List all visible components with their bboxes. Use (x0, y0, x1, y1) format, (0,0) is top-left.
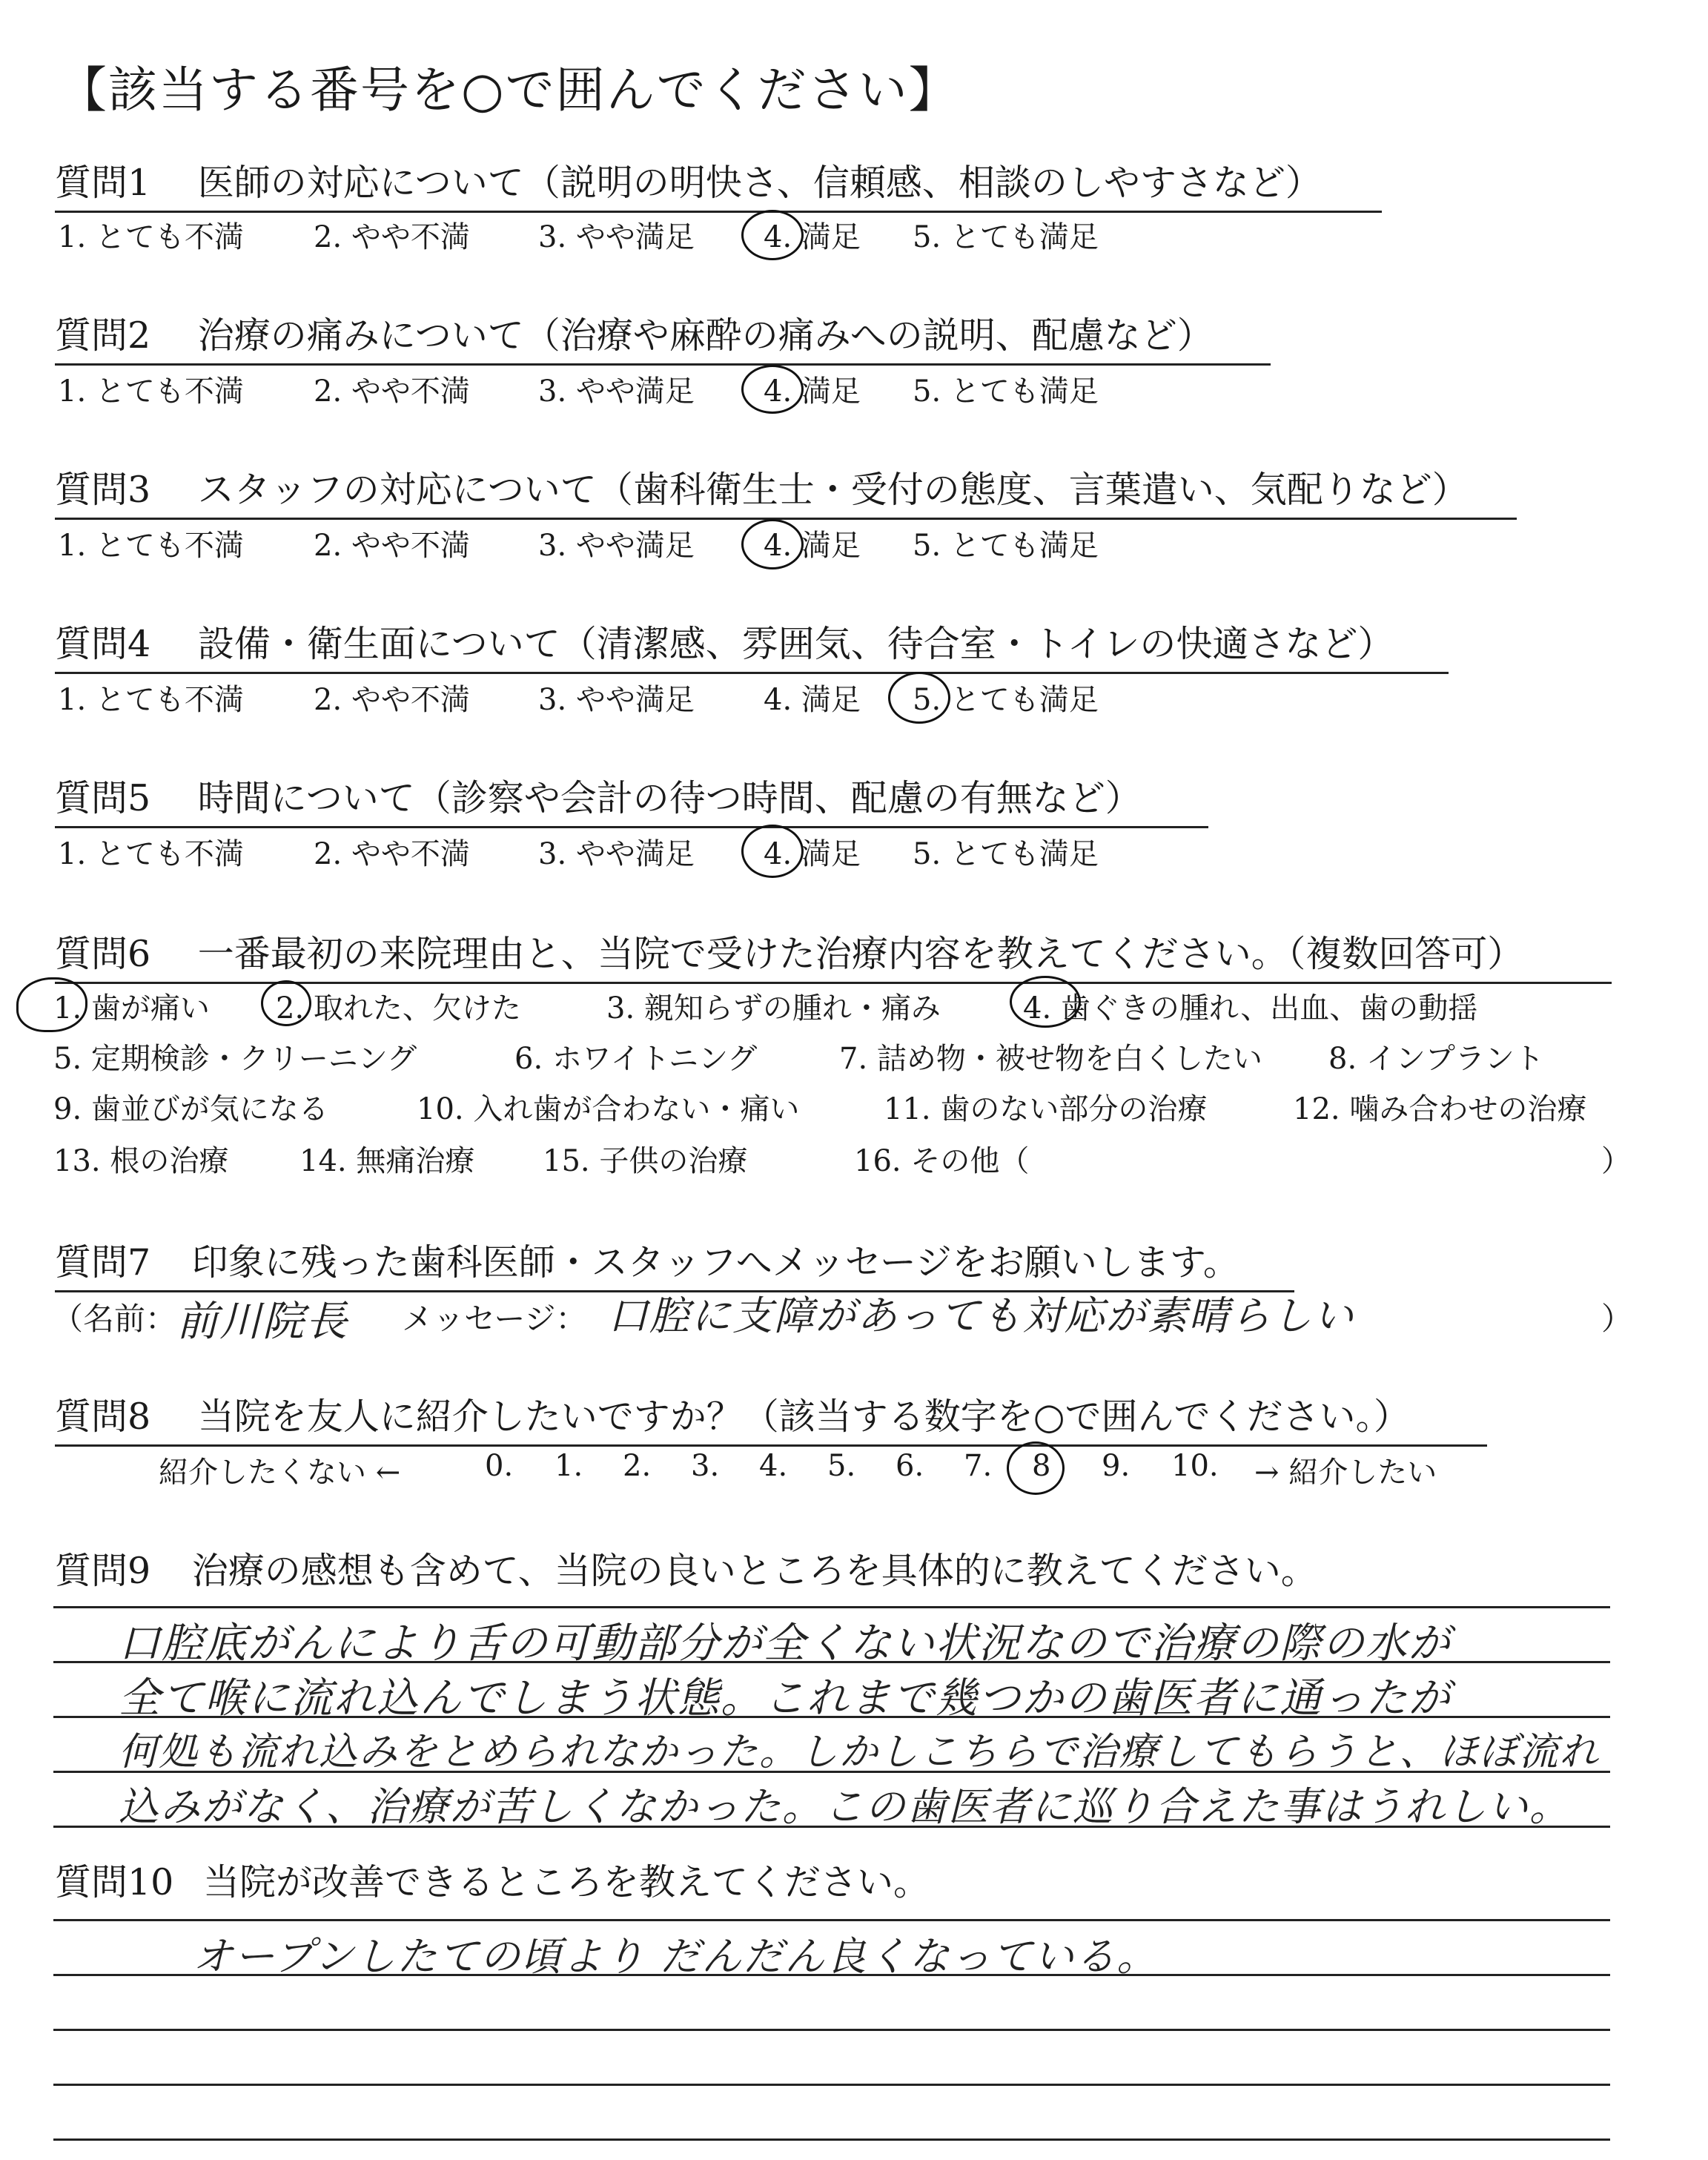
q1-option-5[interactable]: 5. とても満足 (913, 220, 1099, 254)
q5-option-2[interactable]: 2. やや不満 (314, 837, 470, 871)
question-9-heading (55, 1542, 1317, 1594)
q6-option-1[interactable]: 1. 歯が痛い (53, 991, 210, 1025)
question-10-heading (55, 1854, 930, 1906)
q2-option-1[interactable]: 1. とても不満 (58, 374, 244, 409)
q3-option-3[interactable]: 3. やや満足 (538, 529, 695, 563)
q1-answer-circle (741, 210, 804, 260)
question-4-text: 設備・衛生面について（清潔感、雰囲気、待合室・トイレの快適さなど） (197, 623, 1394, 665)
q8-option-10[interactable]: 10. (1171, 1449, 1219, 1483)
q8-right-label: → 紹介したい (1254, 1456, 1437, 1490)
q6-answer-circle-2 (261, 980, 311, 1026)
question-8-text: 当院を友人に紹介したいですか？（該当する数字を○で囲んでください。） (197, 1396, 1411, 1438)
q3-option-2[interactable]: 2. やや不満 (314, 529, 470, 563)
q3-option-5[interactable]: 5. とても満足 (913, 529, 1099, 563)
q8-option-6[interactable]: 6. (896, 1449, 924, 1483)
q2-option-3[interactable]: 3. やや満足 (538, 374, 695, 409)
q5-option-3[interactable]: 3. やや満足 (538, 837, 695, 871)
question-4-options (58, 676, 1392, 721)
q6-option-13[interactable]: 13. 根の治療 (53, 1144, 229, 1178)
q4-option-5[interactable]: 5. とても満足 (913, 683, 1099, 717)
q6-other-close-paren: ） (1601, 1144, 1631, 1178)
q6-answer-circle-4 (1010, 976, 1081, 1028)
q4-option-4[interactable]: 4. 満足 (764, 683, 861, 717)
q8-option-9[interactable]: 9. (1102, 1449, 1131, 1483)
question-1-text: 医師の対応について（説明の明快さ、信頼感、相談のしやすさなど） (197, 162, 1322, 204)
q8-option-4[interactable]: 4. (759, 1449, 788, 1483)
q6-option-3[interactable]: 3. 親知らずの腫れ・痛み (606, 991, 941, 1025)
q8-option-8[interactable]: 8 (1032, 1449, 1051, 1483)
q6-option-14[interactable]: 14. 無痛治療 (299, 1144, 475, 1178)
q4-answer-circle (888, 672, 950, 724)
q3-answer-circle (741, 519, 804, 569)
question-8-label: 質問8 (55, 1396, 151, 1438)
q7-message-value[interactable]: 口腔に支障があっても対応が素晴らしい (608, 1292, 1355, 1339)
q5-answer-circle (741, 825, 804, 878)
question-5-heading (55, 770, 1208, 828)
q8-scale (159, 1449, 1493, 1493)
q3-option-4[interactable]: 4. 満足 (764, 529, 861, 563)
q7-name-label: （名前： (52, 1301, 177, 1337)
q8-option-1[interactable]: 1. (555, 1449, 583, 1483)
q7-close-paren: ） (1601, 1301, 1633, 1337)
q5-option-5[interactable]: 5. とても満足 (913, 837, 1099, 871)
q10-answer-line-1[interactable]: オープンしたての頃より だんだん良くなっている。 (193, 1933, 1159, 1980)
q6-option-5[interactable]: 5. 定期検診・クリーニング (53, 1042, 417, 1076)
question-6-label: 質問6 (55, 933, 151, 975)
q8-option-0[interactable]: 0. (485, 1449, 514, 1483)
q5-option-4[interactable]: 4. 満足 (764, 837, 861, 871)
question-1-label: 質問1 (55, 162, 151, 204)
q4-option-3[interactable]: 3. やや満足 (538, 683, 695, 717)
q10-rule-4 (53, 2138, 1610, 2141)
q8-option-3[interactable]: 3. (691, 1449, 720, 1483)
question-5-text: 時間について（診察や会計の待つ時間、配慮の有無など） (197, 777, 1142, 819)
q6-option-9[interactable]: 9. 歯並びが気になる (53, 1092, 328, 1126)
question-2-text: 治療の痛みについて（治療や麻酔の痛みへの説明、配慮など） (197, 314, 1214, 357)
q6-option-6[interactable]: 6. ホワイトニング (514, 1042, 758, 1076)
question-7-label: 質問7 (55, 1241, 151, 1284)
q9-answer-line-4[interactable]: 込みがなく、治療が苦しくなかった。この歯医者に巡り合えた事はうれしい。 (119, 1783, 1571, 1830)
question-1-options (58, 214, 1392, 258)
question-10-label: 質問10 (55, 1861, 174, 1903)
q2-option-4[interactable]: 4. 満足 (764, 374, 861, 409)
question-6-heading (55, 925, 1612, 984)
q9-answer-line-3[interactable]: 何処も流れ込みをとめられなかった。しかしこちらで治療してもらうと、ほぼ流れ (119, 1730, 1600, 1774)
q8-option-7[interactable]: 7. (964, 1449, 993, 1483)
question-8-heading (55, 1388, 1487, 1447)
question-6-text: 一番最初の来院理由と、当院で受けた治療内容を教えてください。（複数回答可） (197, 933, 1524, 975)
q6-option-12[interactable]: 12. 噛み合わせの治療 (1293, 1092, 1587, 1126)
question-3-text: スタッフの対応について（歯科衛生士・受付の態度、言葉遣い、気配りなど） (197, 469, 1469, 511)
q2-answer-circle (741, 365, 804, 414)
q8-left-label: 紹介したくない ← (159, 1456, 401, 1490)
q1-option-2[interactable]: 2. やや不満 (314, 220, 470, 254)
q4-option-2[interactable]: 2. やや不満 (314, 683, 470, 717)
q6-option-15[interactable]: 15. 子供の治療 (543, 1144, 748, 1178)
q6-option-8[interactable]: 8. インプラント (1328, 1042, 1544, 1076)
q6-answer-circle-1 (16, 977, 87, 1032)
question-9-label: 質問9 (55, 1550, 151, 1592)
question-7-text: 印象に残った歯科医師・スタッフへメッセージをお願いします。 (191, 1241, 1239, 1284)
q1-option-3[interactable]: 3. やや満足 (538, 220, 695, 254)
q8-answer-circle (1007, 1441, 1065, 1495)
q6-option-11[interactable]: 11. 歯のない部分の治療 (884, 1092, 1208, 1126)
question-5-options (58, 830, 1392, 875)
q8-option-5[interactable]: 5. (827, 1449, 856, 1483)
q6-option-4[interactable]: 4. 歯ぐきの腫れ、出血、歯の動揺 (1023, 991, 1478, 1025)
q8-option-2[interactable]: 2. (623, 1449, 652, 1483)
question-1-heading (55, 154, 1382, 213)
q10-rule-2 (53, 2029, 1610, 2031)
q2-option-5[interactable]: 5. とても満足 (913, 374, 1099, 409)
question-5-label: 質問5 (55, 777, 151, 819)
q6-option-10[interactable]: 10. 入れ歯が合わない・痛い (417, 1092, 800, 1126)
q3-option-1[interactable]: 1. とても不満 (58, 529, 244, 563)
q7-message-label: メッセージ： (402, 1301, 587, 1337)
question-4-label: 質問4 (55, 623, 151, 665)
q5-option-1[interactable]: 1. とても不満 (58, 837, 244, 871)
question-3-label: 質問3 (55, 469, 151, 511)
page-title: 【該当する番号を○で囲んでください】 (58, 62, 959, 119)
question-2-options (58, 368, 1392, 412)
q9-rule-0 (53, 1606, 1610, 1608)
q1-option-1[interactable]: 1. とても不満 (58, 220, 244, 254)
q1-option-4[interactable]: 4. 満足 (764, 220, 861, 254)
question-2-label: 質問2 (55, 314, 151, 357)
question-3-options (58, 522, 1392, 567)
q6-option-16[interactable]: 16. その他（ (854, 1144, 1030, 1178)
question-3-heading (55, 461, 1517, 520)
q7-name-value[interactable]: 前川院長 (176, 1298, 348, 1346)
q2-option-2[interactable]: 2. やや不満 (314, 374, 470, 409)
question-4-heading (55, 615, 1449, 674)
question-9-text: 治療の感想も含めて、当院の良いところを具体的に教えてください。 (191, 1550, 1317, 1592)
q9-answer-line-1[interactable]: 口腔底がんにより舌の可動部分が全くない状況なので治療の際の水が (119, 1619, 1452, 1668)
q6-option-7[interactable]: 7. 詰め物・被せ物を白くしたい (839, 1042, 1262, 1076)
q10-rule-0 (53, 1919, 1610, 1921)
question-2-heading (55, 307, 1271, 366)
q6-option-2[interactable]: 2. 取れた、欠けた (276, 991, 521, 1025)
question-10-text: 当院が改善できるところを教えてください。 (202, 1861, 930, 1903)
q10-rule-3 (53, 2084, 1610, 2086)
q7-answer-row (52, 1290, 1646, 1350)
q4-option-1[interactable]: 1. とても不満 (58, 683, 244, 717)
q9-answer-line-2[interactable]: 全て喉に流れ込んでしまう状態。これまで幾つかの歯医者に通ったが (119, 1674, 1452, 1723)
